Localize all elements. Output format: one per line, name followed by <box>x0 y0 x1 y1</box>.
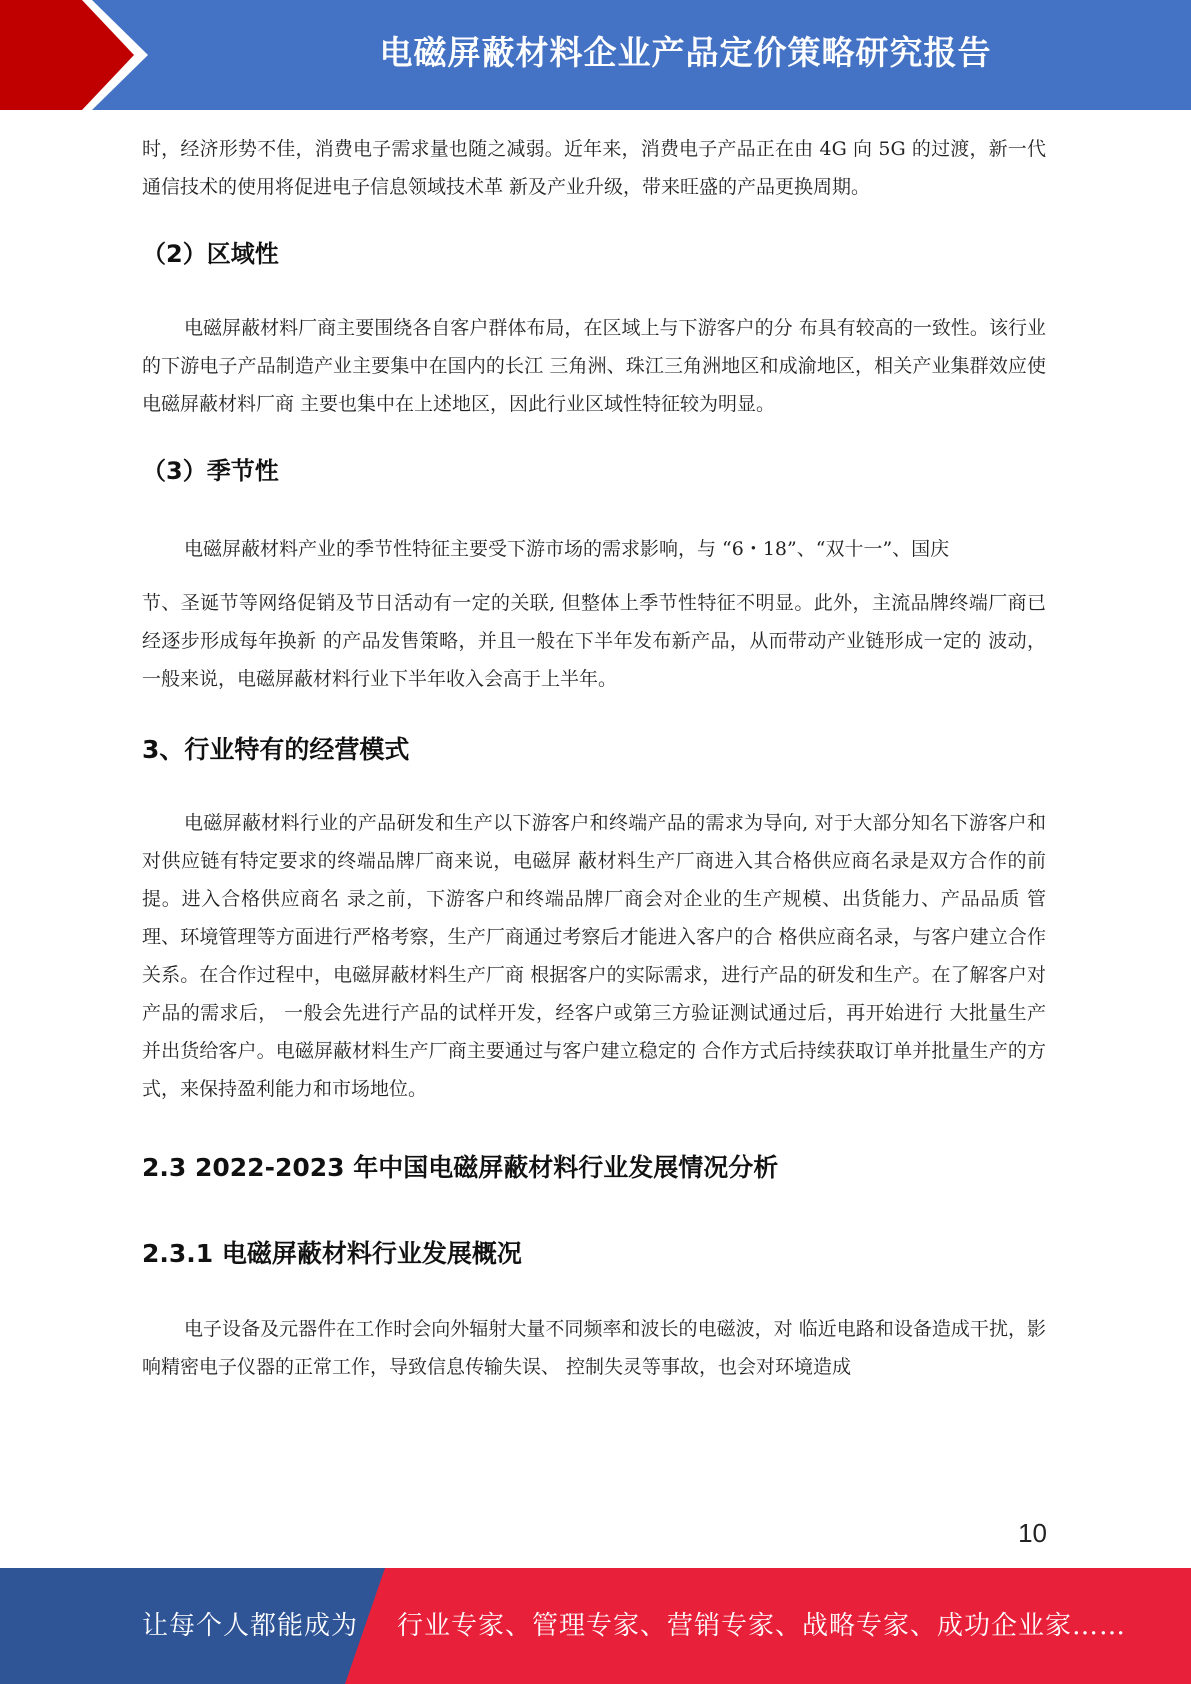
paragraph-intro: 时，经济形势不佳，消费电子需求量也随之减弱。近年来，消费电子产品正在由 4G 向 5G 的过渡，新一代通信技术的使用将促进电子信息领域技术革 新及产业升级，带来旺盛的产品更换周期。 <box>142 138 1046 198</box>
heading-regional: （2）区域性 <box>142 240 279 268</box>
footer-slogan-right: 行业专家、管理专家、营销专家、战略专家、成功企业家…… <box>397 1611 1127 1641</box>
header-banner <box>0 0 1191 110</box>
document-title: 电磁屏蔽材料企业产品定价策略研究报告 <box>379 33 992 72</box>
heading-seasonal: （3）季节性 <box>142 457 279 485</box>
footer-slogan-left: 让每个人都能成为 <box>142 1611 359 1641</box>
header-arrow-decoration <box>0 0 160 110</box>
page-number: 10 <box>1018 1518 1047 1548</box>
page-content <box>142 130 1046 1386</box>
footer-banner <box>0 1568 1191 1684</box>
paragraph-regional: 电磁屏蔽材料厂商主要围绕各自客户群体布局，在区域上与下游客户的分 布具有较高的一致性。该行业的下游电子产品制造产业主要集中在国内的长江 三角洲、珠江三角洲地区和成渝地区，相关产业集群效应使电磁屏蔽材料厂商 主要也集中在上述地区，因此行业区域性特征较为明显。 <box>142 317 1046 415</box>
heading-section-2-3-1: 2.3.1 电磁屏蔽材料行业发展概况 <box>142 1239 522 1268</box>
heading-business-model: 3、行业特有的经营模式 <box>142 735 410 764</box>
paragraph-business-model: 电磁屏蔽材料行业的产品研发和生产以下游客户和终端产品的需求为导向, 对于大部分知名下游客户和对供应链有特定要求的终端品牌厂商来说，电磁屏 蔽材料生产厂商进入其合格供应商名录是双方合作的前提。进入合格供应商名 录之前，下游客户和终端品牌厂商会对企业的生产规模、出货能力、产品品质 管理、环境管理等方面进行严格考察，生产厂商通过考察后才能进入客户的合 格供应商名录，与客户建立合作关系。在合作过程中，电磁屏蔽材料生产厂商 根据客户的实际需求，进行产品的研发和生产。在了解客户对产品的需求后， 一般会先进行产品的试样开发，经客户或第三方验证测试通过后，再开始进行 大批量生产并出货给客户。电磁屏蔽材料生产厂商主要通过与客户建立稳定的 合作方式后持续获取订单并批量生产的方式，来保持盈利能力和市场地位。 <box>142 812 1046 1100</box>
paragraph-overview: 电子设备及元器件在工作时会向外辐射大量不同频率和波长的电磁波，对 临近电路和设备造成干扰，影响精密电子仪器的正常工作，导致信息传输失误、 控制失灵等事故，也会对环境造成 <box>142 1318 1046 1378</box>
heading-section-2-3: 2.3 2022-2023 年中国电磁屏蔽材料行业发展情况分析 <box>142 1153 779 1182</box>
paragraph-seasonal-2: 节、圣诞节等网络促销及节日活动有一定的关联, 但整体上季节性特征不明显。此外，主流品牌终端厂商已经逐步形成每年换新 的产品发售策略，并且一般在下半年发布新产品，从而带动产业链形成一定的 波动，一般来说，电磁屏蔽材料行业下半年收入会高于上半年。 <box>142 592 1046 690</box>
paragraph-seasonal-1: 电磁屏蔽材料产业的季节性特征主要受下游市场的需求影响，与 “6・18”、“双十一”、国庆 <box>184 538 950 560</box>
